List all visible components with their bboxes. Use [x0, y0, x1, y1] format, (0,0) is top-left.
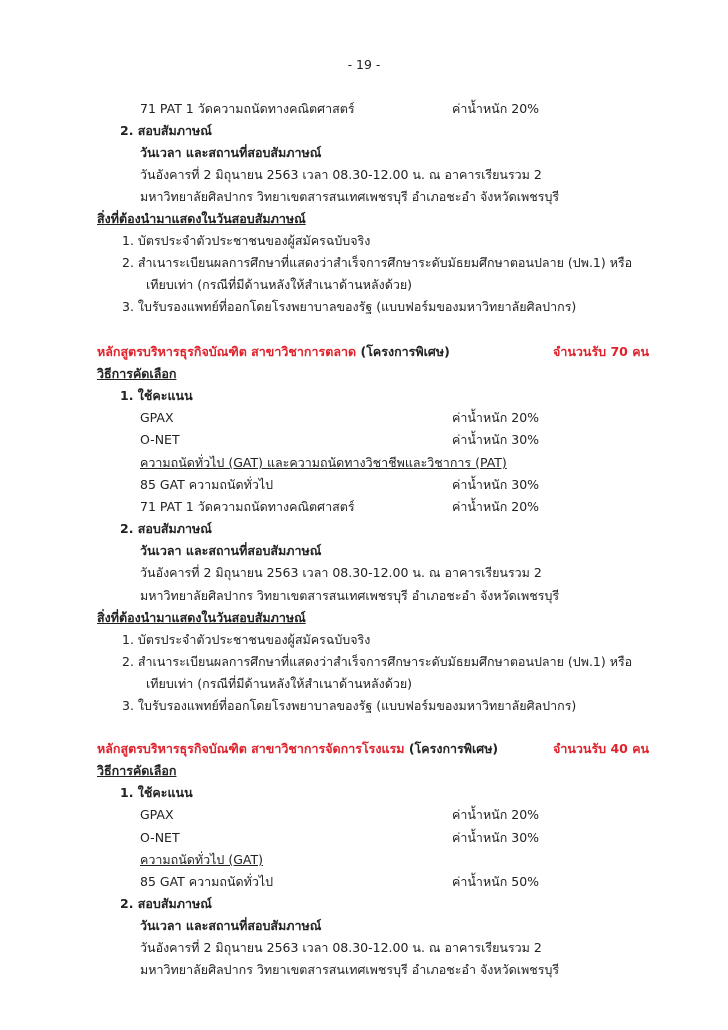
- doc-item: 1. บัตรประจำตัวประชาชนของผู้สมัครฉบับจริง: [122, 632, 371, 647]
- pat1-weight: ค่าน้ำหนัก 20%: [452, 499, 540, 514]
- interview-item: 2. สอบสัมภาษณ์: [120, 896, 212, 911]
- gpax-weight: ค่าน้ำหนัก 20%: [452, 410, 540, 425]
- doc-item-cont: เทียบเท่า (กรณีที่มีด้านหลังให้สำเนาด้านหลังด้วย): [146, 277, 413, 292]
- interview-when-where: วันเวลา และสถานที่สอบสัมภาษณ์: [140, 145, 322, 160]
- program-heading: [97, 344, 450, 360]
- interview-place: มหาวิทยาลัยศิลปากร วิทยาเขตสารสนเทศเพชรบุรี อำเภอชะอำ จังหวัดเพชรบุรี: [140, 962, 560, 977]
- gat-weight: ค่าน้ำหนัก 30%: [452, 477, 540, 492]
- aptitude-heading: ความถนัดทั่วไป (GAT) และความถนัดทางวิชาชีพและวิชาการ (PAT): [140, 455, 507, 470]
- doc-item: 1. บัตรประจำตัวประชาชนของผู้สมัครฉบับจริง: [122, 233, 371, 248]
- doc-item: 3. ใบรับรองแพทย์ที่ออกโดยโรงพยาบาลของรัฐ (แบบฟอร์มของมหาวิทยาลัยศิลปากร): [122, 299, 577, 314]
- onet-weight: ค่าน้ำหนัก 30%: [452, 432, 540, 447]
- docs-title: สิ่งที่ต้องนำมาแสดงในวันสอบสัมภาษณ์: [97, 610, 306, 625]
- onet-label: O-NET: [140, 432, 180, 447]
- program-quota: จำนวนรับ 40 คน: [553, 741, 650, 756]
- interview-item: 2. สอบสัมภาษณ์: [120, 521, 212, 536]
- program-quota: จำนวนรับ 70 คน: [553, 344, 650, 359]
- selection-method: วิธีการคัดเลือก: [97, 763, 177, 778]
- program-project: (โครงการพิเศษ): [404, 741, 499, 756]
- interview-date: วันอังคารที่ 2 มิถุนายน 2563 เวลา 08.30-12.00 น. ณ อาคารเรียนรวม 2: [140, 565, 542, 580]
- aptitude-heading: ความถนัดทั่วไป (GAT): [140, 852, 263, 867]
- pat1-weight: ค่าน้ำหนัก 20%: [452, 101, 540, 116]
- program-title: หลักสูตรบริหารธุรกิจบัณฑิต สาขาวิชาการจัดการโรงแรม: [97, 741, 405, 756]
- interview-place: มหาวิทยาลัยศิลปากร วิทยาเขตสารสนเทศเพชรบุรี อำเภอชะอำ จังหวัดเพชรบุรี: [140, 189, 560, 204]
- gat-line: 85 GAT ความถนัดทั่วไป: [140, 477, 274, 492]
- gat-line: 85 GAT ความถนัดทั่วไป: [140, 874, 274, 889]
- pat1-line: 71 PAT 1 วัดความถนัดทางคณิตศาสตร์: [140, 101, 355, 116]
- gpax-weight: ค่าน้ำหนัก 20%: [452, 807, 540, 822]
- gat-weight: ค่าน้ำหนัก 50%: [452, 874, 540, 889]
- interview-date: วันอังคารที่ 2 มิถุนายน 2563 เวลา 08.30-12.00 น. ณ อาคารเรียนรวม 2: [140, 940, 542, 955]
- doc-item: 2. สำเนาระเบียนผลการศึกษาที่แสดงว่าสำเร็จการศึกษาระดับมัธยมศึกษาตอนปลาย (ปพ.1) หรือ: [122, 654, 633, 669]
- onet-weight: ค่าน้ำหนัก 30%: [452, 830, 540, 845]
- interview-when-where: วันเวลา และสถานที่สอบสัมภาษณ์: [140, 543, 322, 558]
- program-project: (โครงการพิเศษ): [356, 344, 450, 359]
- interview-when-where: วันเวลา และสถานที่สอบสัมภาษณ์: [140, 918, 322, 933]
- doc-item-cont: เทียบเท่า (กรณีที่มีด้านหลังให้สำเนาด้านหลังด้วย): [146, 676, 413, 691]
- page-number: - 19 -: [347, 57, 381, 72]
- program-title: หลักสูตรบริหารธุรกิจบัณฑิต สาขาวิชาการตลาด: [97, 344, 357, 359]
- use-score-item: 1. ใช้คะแนน: [120, 785, 193, 800]
- interview-place: มหาวิทยาลัยศิลปากร วิทยาเขตสารสนเทศเพชรบุรี อำเภอชะอำ จังหวัดเพชรบุรี: [140, 588, 560, 603]
- docs-title: สิ่งที่ต้องนำมาแสดงในวันสอบสัมภาษณ์: [97, 211, 306, 226]
- pat1-line: 71 PAT 1 วัดความถนัดทางคณิตศาสตร์: [140, 499, 355, 514]
- interview-item: 2. สอบสัมภาษณ์: [120, 123, 212, 138]
- doc-item: 3. ใบรับรองแพทย์ที่ออกโดยโรงพยาบาลของรัฐ (แบบฟอร์มของมหาวิทยาลัยศิลปากร): [122, 698, 577, 713]
- doc-item: 2. สำเนาระเบียนผลการศึกษาที่แสดงว่าสำเร็จการศึกษาระดับมัธยมศึกษาตอนปลาย (ปพ.1) หรือ: [122, 255, 633, 270]
- interview-date: วันอังคารที่ 2 มิถุนายน 2563 เวลา 08.30-12.00 น. ณ อาคารเรียนรวม 2: [140, 167, 542, 182]
- use-score-item: 1. ใช้คะแนน: [120, 388, 193, 403]
- gpax-label: GPAX: [140, 807, 174, 822]
- gpax-label: GPAX: [140, 410, 174, 425]
- onet-label: O-NET: [140, 830, 180, 845]
- selection-method: วิธีการคัดเลือก: [97, 366, 177, 381]
- program-heading: [97, 741, 498, 757]
